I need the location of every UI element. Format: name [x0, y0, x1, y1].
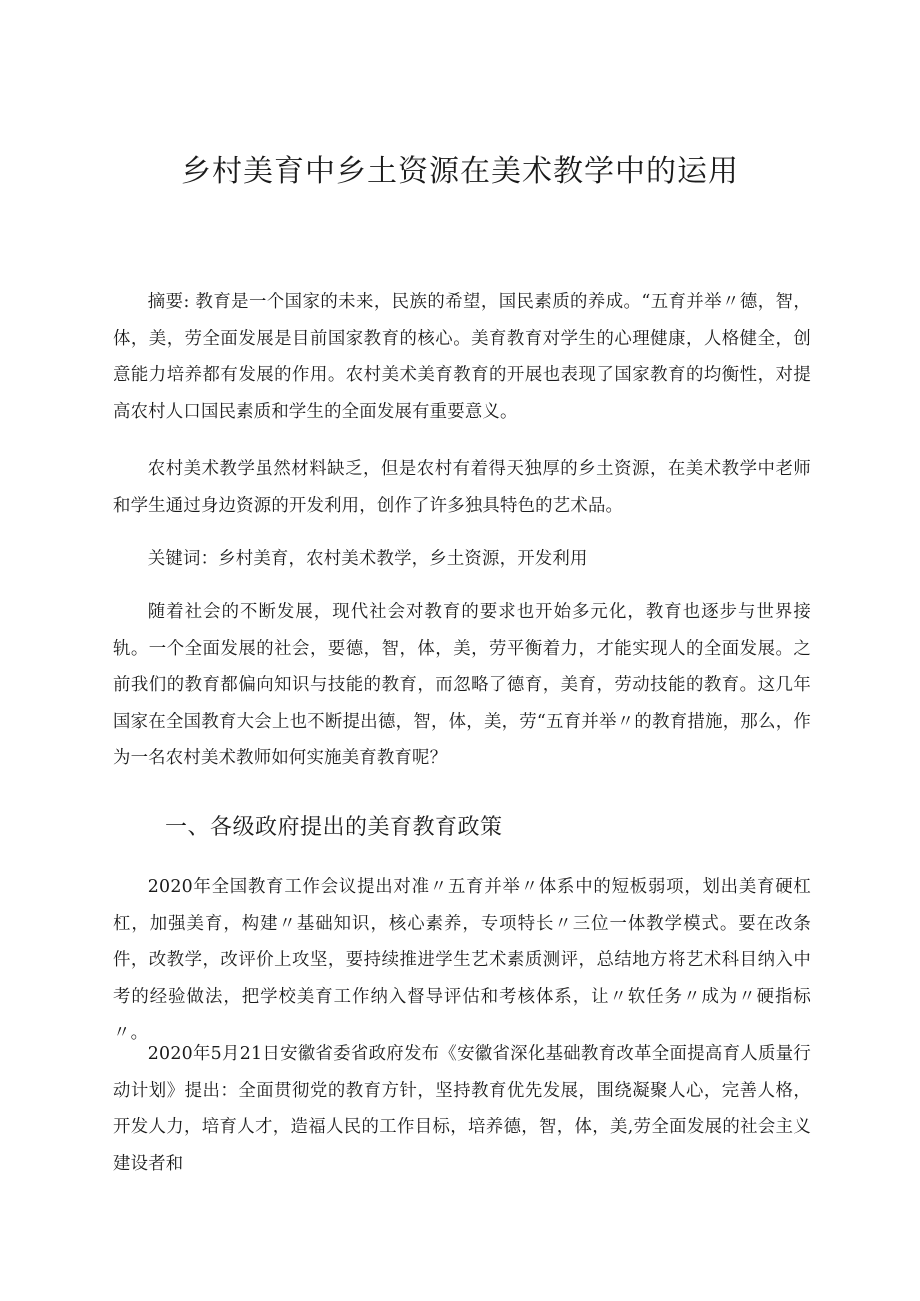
section-1-paragraph-2: 2020年5月21日安徽省委省政府发布《安徽省深化基础教育改革全面提高育人质量行动计划》提出：全面贯彻党的教育方针，坚持教育优先发展，围绕凝聚人心，完善人格，开发人力，培育人才，造福人民的工作目标，培养德，智，体，美,劳全面发展的社会主义建设者和: [113, 1044, 811, 1174]
section-heading-1: 一、各级政府提出的美育教育政策: [165, 815, 503, 840]
section-1-paragraph-1: 2020年全国教育工作会议提出对准〃五育并举〃体系中的短板弱项，划出美育硬杠杠，加强美育，构建〃基础知识，核心素养，专项特长〃三位一体教学模式。要在改条件，改教学，改评价上攻坚，要持续推进学生艺术素质测评，总结地方将艺术科目纳入中考的经验做法，把学校美育工作纳入督导评估和考核体系，让〃软任务〃成为〃硬指标〃。: [113, 877, 811, 1043]
document-title: 乡村美育中乡土资源在美术教学中的运用: [181, 154, 739, 189]
keywords-line: 关键词：乡村美育，农村美术教学，乡土资源，开发利用: [147, 549, 588, 569]
abstract-paragraph-2: 农村美术教学虽然材料缺乏，但是农村有着得天独厚的乡土资源，在美术教学中老师和学生通过身边资源的开发利用，创作了许多独具特色的艺术品。: [113, 459, 811, 516]
abstract-paragraph: 摘要: 教育是一个国家的未来，民族的希望，国民素质的养成。“五育并举〃德，智，体，美，劳全面发展是目前国家教育的核心。美育教育对学生的心理健康，人格健全，创意能力培养都有发展的作用。农村美术美育教育的开展也表现了国家教育的均衡性，对提高农村人口国民素质和学生的全面发展有重要意义。: [113, 292, 811, 422]
intro-paragraph: 随着社会的不断发展，现代社会对教育的要求也开始多元化，教育也逐步与世界接轨。一个全面发展的社会，要德，智，体，美，劳平衡着力，才能实现人的全面发展。之前我们的教育都偏向知识与技能的教育，而忽略了德育，美育，劳动技能的教育。这几年国家在全国教育大会上也不断提出德，智，体，美，劳“五育并举〃的教育措施，那么，作为一名农村美术教师如何实施美育教育呢？: [113, 602, 811, 768]
